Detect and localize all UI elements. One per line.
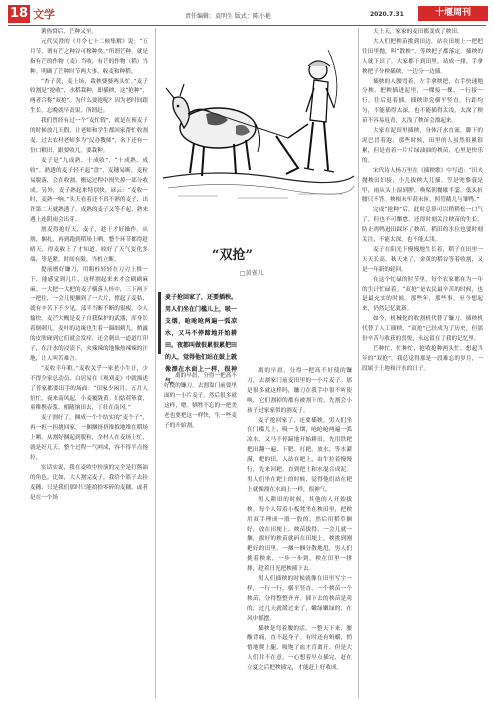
paragraph: 提前磨好镰刀，用粗柱轻轻在刀刃上推一下，能感觉到几片，这样割起来来才会刷刷麻麻。一大把一大把的麦子横落人怀中，三下两下一把住，一会儿便捆到了一大片，撑起了麦秸，就有辛苦下不少见，部半当断不断的很瘦，令人愉快。麦芒大概是麦子自我保护的武器，浑身长着倒刺儿。麦叶的边缘也生着一圈细刺儿，稍露的皮肤碰到它们就会发痒，还会刺出一道道红印子，在汗水的浸渍下，火辣辣的地像热辣辣的汗地，让人叫苦难言。	[30, 266, 148, 362]
paragraph: 男人耕田的时候，其他的人开始拔秧。每个人带着小板凳坐在秧田里，把秧用双手理成一股一股的，然后用稻草捆好，放在田埂上。秧苗拔得，一会儿就一捆，拔好的秧苗就码在田埂上，秧挑到刚耙好的田里，一捆一捆分散地甩，男人们挑着秧来，一步一步到，秧在田里一排排，趁着日光把秧插下去。	[247, 496, 352, 573]
pull-quote-bar	[158, 292, 161, 354]
paragraph: 男人们插秧的时候就像在田里写字一样，一行一行，横平竖直，一个秧苗一个秧苗，分得整整齐齐。插下去的秧苗是蔫的，过几天就缓过来了，嫩绿嫩绿的，在风中摇摆。	[247, 576, 352, 622]
brand-logo: 十堰周刊	[418, 6, 488, 21]
paragraph: 大家在泥田里插秧，身体汗水直流，脚下的泥巴冒着泡，那些时候，田里的人虽然很累很累，但是看着一片片绿油油的秧苗，心里是快乐的。	[362, 128, 483, 164]
article-column-3	[247, 367, 352, 674]
article-title: “双抢”	[212, 248, 253, 263]
page-number: 18	[9, 6, 29, 21]
paragraph: 芒种忙，忙种忙，抢收抢种两头忙。想起当年的“双抢”，我总觉得那是一段难忘的岁月，一段属于土地和汗水的日子。	[362, 346, 483, 372]
paragraph: 在这个忙碌的时节里，每个农家都在为一年的生计忙碌着。“双抢”是农民最辛苦的时候，也是最充实的时候。那些年，那些事，至今想起来，仍然记忆犹新。	[362, 276, 483, 313]
paragraph: 天上天，家家的麦田都变成了秧田。	[373, 29, 463, 35]
section-title: 文学	[33, 8, 55, 21]
paragraph: 完成“抢种”后，此时总算可以稍稍松一口气了。但也不可懈怠，还得时刻关注秧苗的生长，防止鸡鸭进田踩坏了秧苗。稻田的水位也要时刻关注，不能太深，也不能太浅。	[362, 207, 483, 244]
article-author: □黄雀儿	[240, 270, 264, 277]
column-divider	[155, 28, 156, 698]
article-column-1	[30, 28, 148, 504]
paragraph: 插秧的人腰弯着，左手拿秧把，右手快速地分秧，把秧插进泥里，一棵接一棵，一行接一行，往后退着插。插秧讲究横平竖直，行距均匀，不能插得太深，也不能插得太浅，太深了秧苗不容易返青，太浅了秧苗会漂起来。	[362, 78, 483, 125]
paragraph: 大人们把秧苗挑到田边，站在田埂上一把把往田里抛，叫“散秧”。等秧把子都落定，插秧的人就下田了。大家都下到田里，站成一排，手拿秧把子分秧插秧，一边分一边插。	[362, 38, 483, 75]
paragraph: 宋代诗人杨万里在《插秧歌》中写道：“田夫抛秧田妇接，小儿拔秧大儿插。笠是兜鍪蓑是甲，雨从头上湿到胛。唤渠朝餐歇半霎，低头折腰只不答。秧根未牢莳未匝，照管鹅儿与雏鸭。”	[362, 167, 483, 204]
article-column-2	[164, 372, 237, 431]
page-header	[0, 0, 494, 26]
paragraph: 麦子是“九成熟、十成收”，“十成熟、成收”。熟透的麦子轻不起“盘”，麦穗易断，麦粒易脱落，会在收割、搬运过程中损失掉一部分收成。另外，麦子熟起来特别快，谚云：“麦收一时，麦熟一响。”头天看着还不真不熟的麦子，出许第二天就熟透了。成熟的麦子又等不起，熟来遇上连阴雨会出芽。	[30, 157, 148, 224]
paragraph: “麦收半年粮。”麦收关乎一家老小生计，少不得全家总动员，白居易在《观刈麦》中就描述了普家都要出手的场面：“田家少闲月，五月人倍忙。夜来南风起，小麦覆陇黄。妇姑荷箪食，童稚携壶浆。相随饷田去，丁壮在南冈。”	[30, 365, 148, 412]
column-divider	[358, 28, 359, 698]
paragraph: 离的早晨，分得一把高不好使的镰刀，去割家门前麦田里的一小片麦子。那是很多就这样吗，镰刀在我手中很不听使唤，它们割掉的都有被割下的。先割会小孩子过家家似的割麦子。	[247, 368, 352, 414]
paragraph: 我们曾经有过一个“麦忙假”，就是在预麦子的时候放几天假，让老师和学生都回家帮忙收割麦。过去农村老师多为“民办教师”，名下还有一份口粮田，跟要收几，要栽种。	[30, 118, 148, 154]
paragraph: 实话实说，我在麦收中扮演的完全是打酱油的角色。比如，大人割完麦子，我给个篮子去捡麦穗，只是我们那时只能拾拾零碎的麦穗，或者是在一个场	[30, 464, 148, 501]
ox-plowing-illustration	[158, 28, 356, 224]
header-rule	[8, 25, 486, 26]
pull-quote: 麦子抢回家了，还要插秧。男人们坐在门槛儿上，吸一支烟，呛呛呛两遍一弧凉水，又马不停蹄地开始耕田。夜都叫做很累很累把田的人，觉得他们站在鼓上就像漂在水面上一样，很神气。	[165, 294, 238, 385]
ink-drawing	[158, 28, 356, 224]
paragraph: 插秧是弯着腰的活，一整天下来，腰酸背痛，直不起身子。有时还有蚂蟥，悄悄地爬上腿，吸饱了血才肯离开。但是大人们并不在意，一心想着早点插完，赶在立夏之后把秧插完，才能赶上好收成。	[247, 625, 352, 672]
paragraph: 麦子在阳光下慢慢地生长着，稻子在田里一天天长高。秋天来了，金黄的稻谷等着收割，又是一年新的轮回。	[362, 246, 483, 273]
paragraph: 薯热窝后，芒种又至。	[41, 29, 97, 35]
editors-credit: 责任编辑：袁明生 版式：陈小艳	[185, 13, 271, 20]
issue-date: 2020.7.31	[370, 11, 404, 18]
paragraph: 割麦得抢好天，麦子，趁干才好操作。从割、捆扎，再到跑到稻场上晒，整个环节都得趁晴天，得麦收上了才知道。收好了天气变化多端，等是紧，时间有限，当机立断。	[30, 227, 148, 263]
paragraph: 元代吴澄的《月令七十二候集解》说：“五月节，谓有芒之种谷可稼种矣。”所谓芒种，就是指有芒的作物（麦）当收，有芒的作物（稻）当种。明确了芒种时节两大事，收麦和种稻。	[30, 38, 148, 75]
article-column-4	[362, 28, 483, 375]
paragraph: 麦子割好了，捆成一个个结实的“麦个子”，再一担一担挑回家，一捆捆挤挤推推地堆在稻场上晒。从割好捆起到脱粒，全村人在麦场上忙，就是好几天，整个过程一气呵成，容不得半点拖拉。	[30, 415, 148, 461]
paragraph: 离的早晨，分得一把高不好使的镰刀，去割靠门前要里面的一小片麦子。然后很多就这样，嗯。牺牲不忘的一把美老也要把这一样快，生一些麦子的开始割。	[164, 373, 237, 429]
paragraph: 如今，机械化的收割机代替了镰刀，插秧机代替了人工插秧，“双抢”已经成为了历史，但那份辛苦与收获的喜悦，永远留在了我的记忆里。	[362, 316, 483, 343]
paragraph: 麦子抢回家了，还要插秧。男人们坐在门槛儿上，吸一支烟，呛呛呛两遍一弧凉水，又马不停蹄地开始耕田。先用铁耙把田翻一遍，下肥、打耙，放水，等水灌满，耙的田。人站在耙上，由牛拉着慢慢行，先来回耙，直到把土和水混合成泥。男人们坐在耙上的时候，觉得他们站在耙上就像漂在水面上一样，很神气。	[247, 417, 352, 493]
paragraph: “杏子黄，麦上场，栽秧婆婆两头忙。”麦子收割是“抢收”，水稻栽种，即插秧，这“抢种”，两者合称“双抢”。为什么要抢呢？因为老时间跟生长，忘晚就早责果，所谓赶。	[30, 78, 148, 115]
